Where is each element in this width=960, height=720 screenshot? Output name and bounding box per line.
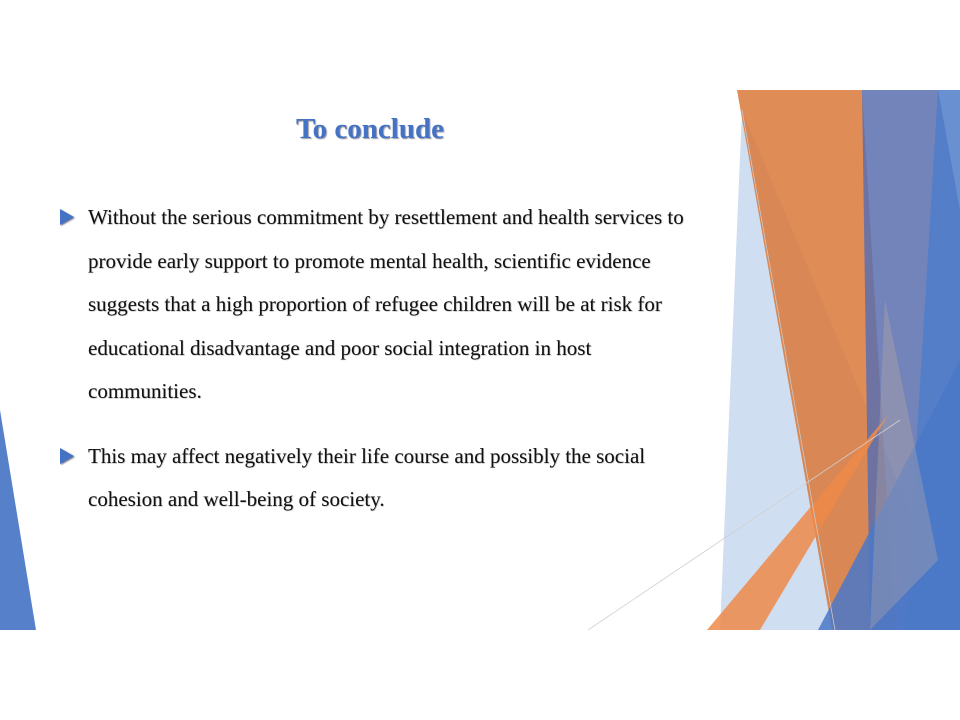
triangle-bullet-icon xyxy=(60,448,74,464)
slide-title: To conclude xyxy=(296,113,444,145)
bullet-list xyxy=(58,196,688,543)
left-edge-facet xyxy=(0,410,36,630)
bullet-item xyxy=(58,196,688,414)
bullet-item xyxy=(58,435,688,522)
bullet-text: Without the serious commitment by resettlement and health services to provide early support to promote mental health, scientific evidence suggests that a high proportion of refugee children will be at risk for educational disadvantage and poor social integration in host communities. xyxy=(88,205,684,403)
triangle-bullet-icon xyxy=(60,209,74,225)
bullet-text: This may affect negatively their life course and possibly the social cohesion and well-being of society. xyxy=(88,443,646,511)
